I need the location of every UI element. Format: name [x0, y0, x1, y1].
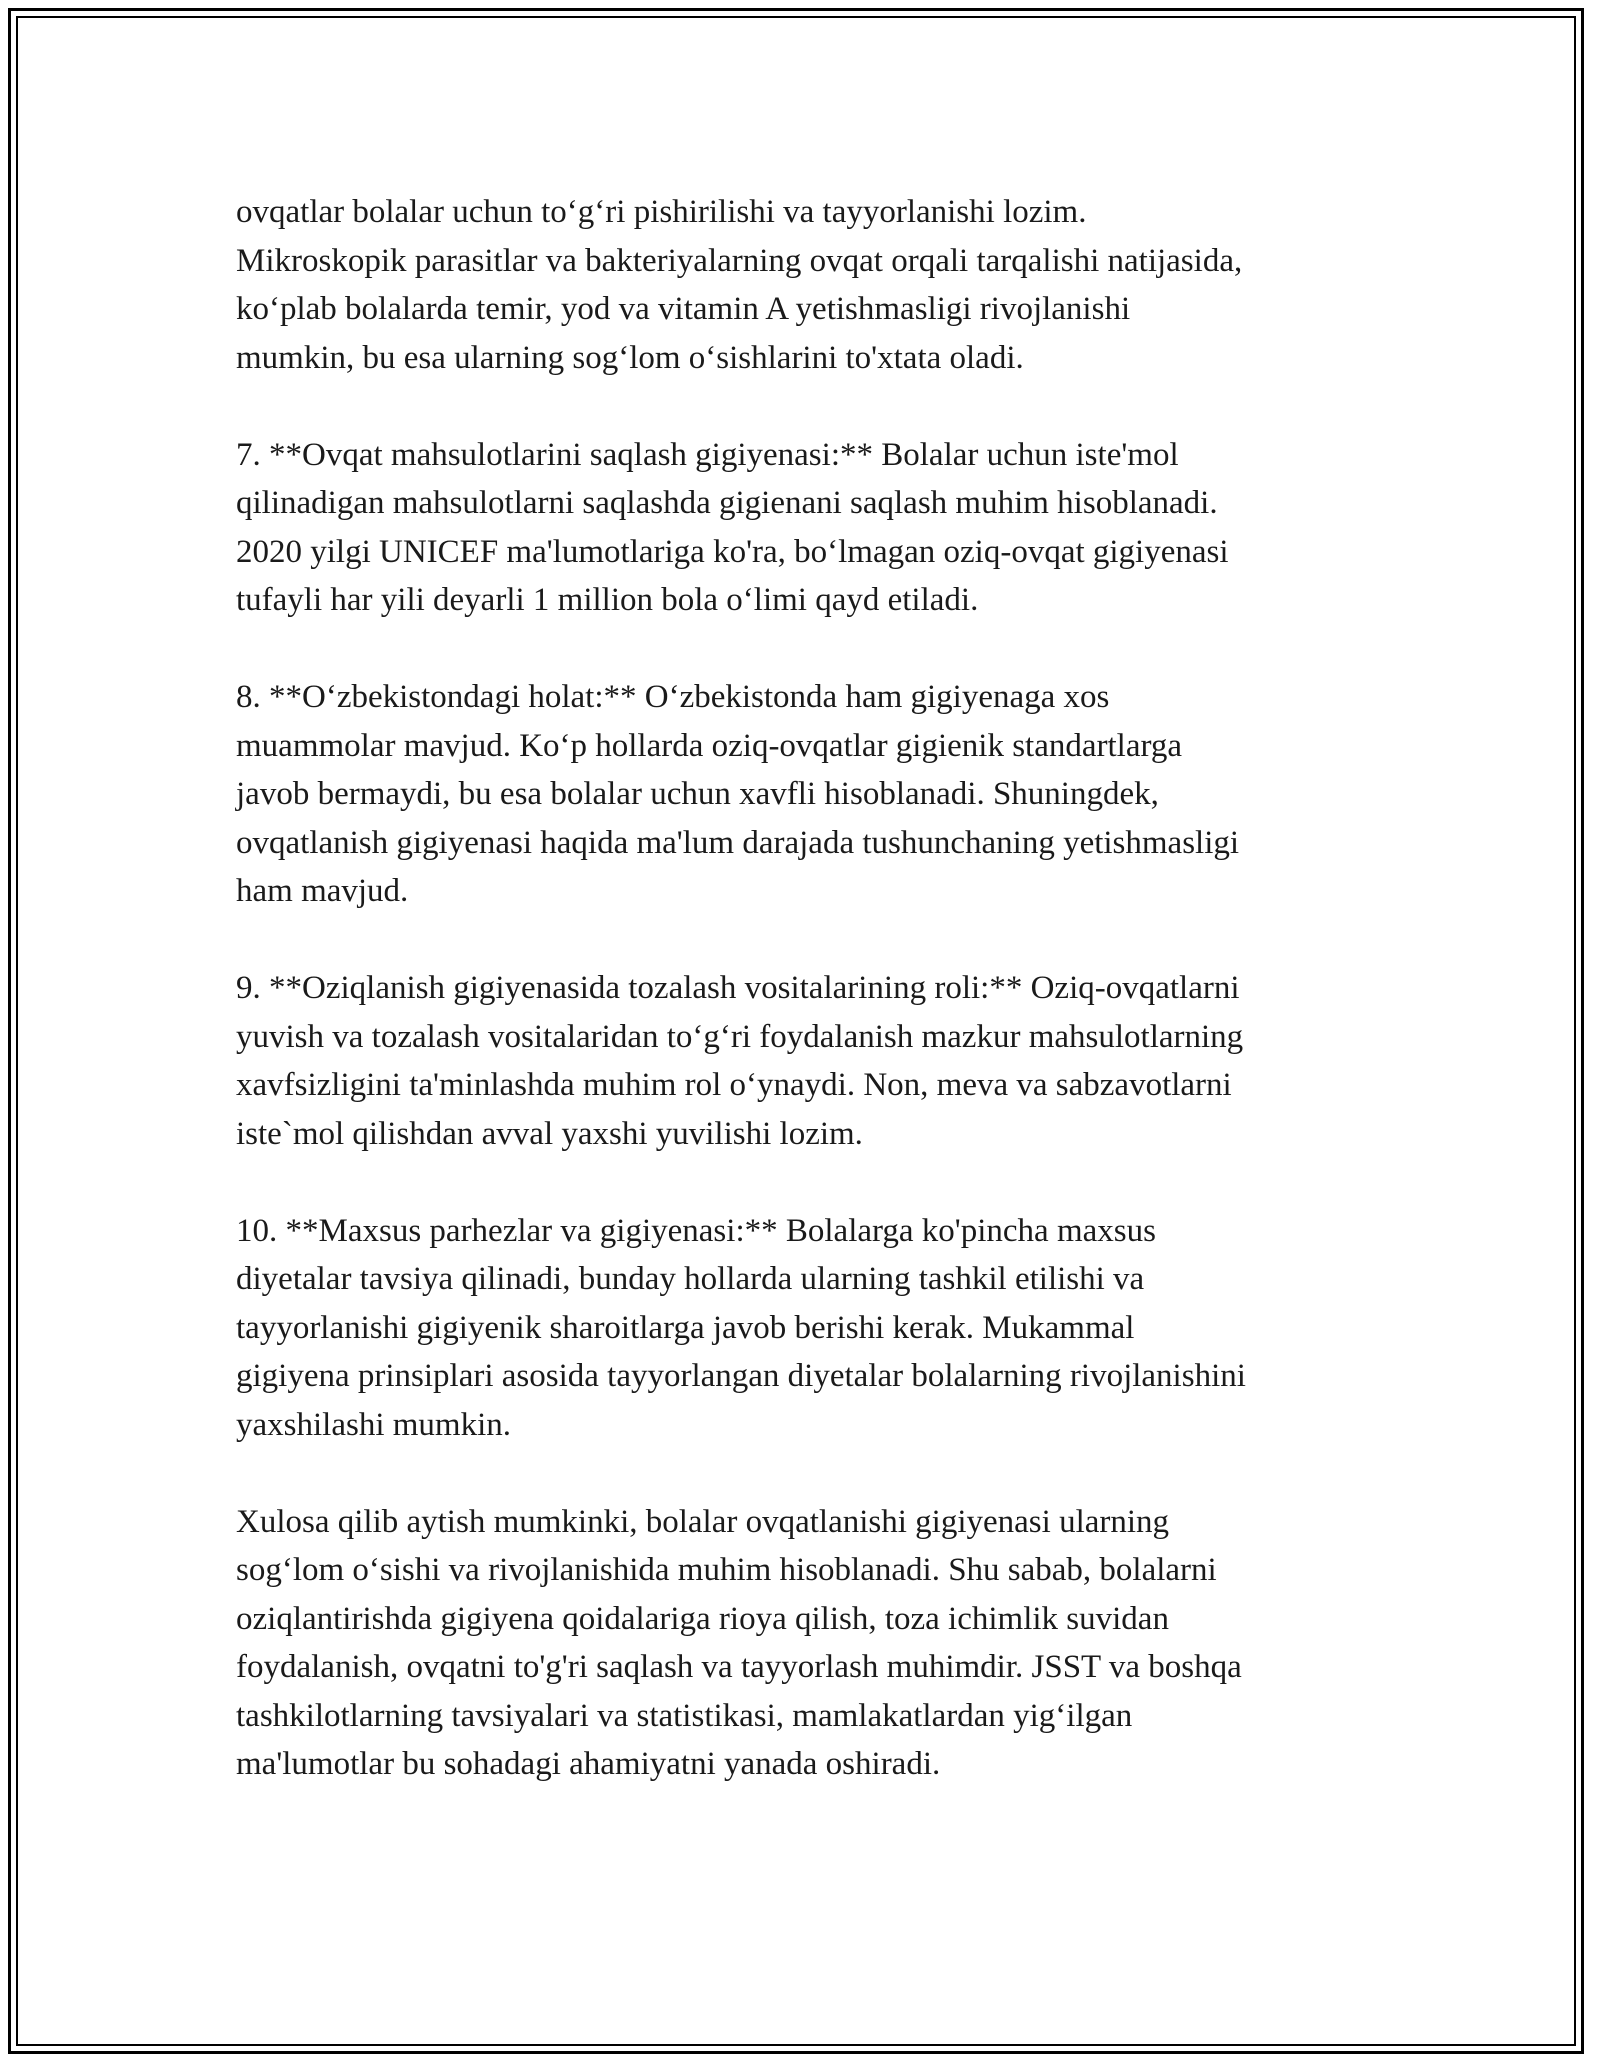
- paragraph-item-7: 7. **Ovqat mahsulotlarini saqlash gigiyenasi:** Bolalar uchun iste'mol qilinadigan mahsulotlarni saqlashda gigienani saqlash muhim hisoblanadi. 2020 yilgi UNICEF ma'lumotlariga ko'ra, bo‘lmagan oziq-ovqat gigiyenasi tufayli har yili deyarli 1 million bola o‘limi qayd etiladi.: [236, 436, 1229, 618]
- document-body: [236, 188, 1376, 1837]
- paragraph-intro-continuation: ovqatlar bolalar uchun to‘g‘ri pishirilishi va tayyorlanishi lozim. Mikroskopik parasitlar va bakteriyalarning ovqat orqali tarqalishi natijasida, ko‘plab bolalarda temir, yod va vitamin A yetishmasligi rivojlanishi mumkin, bu esa ularning sog‘lom o‘sishlarini to'xtata oladi.: [236, 194, 1243, 376]
- paragraph-item-8: 8. **O‘zbekistondagi holat:** O‘zbekistonda ham gigiyenaga xos muammolar mavjud. Ko‘p hollarda oziq-ovqatlar gigienik standartlarga javob bermaydi, bu esa bolalar uchun xavfli hisoblanadi. Shuningdek, ovqatlanish gigiyenasi haqida ma'lum darajada tushunchaning yetishmasligi ham mavjud.: [236, 679, 1240, 909]
- paragraph-item-10: 10. **Maxsus parhezlar va gigiyenasi:** Bolalarga ko'pincha maxsus diyetalar tavsiya qilinadi, bunday hollarda ularning tashkil etilishi va tayyorlanishi gigiyenik sharoitlarga javob berishi kerak. Mukammal gigiyena prinsiplari asosida tayyorlangan diyetalar bolalarning rivojlanishini yaxshilashi mumkin.: [236, 1212, 1246, 1443]
- paragraph-item-9: 9. **Oziqlanish gigiyenasida tozalash vositalarining roli:** Oziq-ovqatlarni yuvish va tozalash vositalaridan to‘g‘ri foydalanish mazkur mahsulotlarning xavfsizligini ta'minlashda muhim rol o‘ynaydi. Non, meva va sabzavotlarni iste`mol qilishdan avval yaxshi yuvilishi lozim.: [236, 970, 1244, 1152]
- paragraph-conclusion: Xulosa qilib aytish mumkinki, bolalar ovqatlanishi gigiyenasi ularning sog‘lom o‘sishi va rivojlanishida muhim hisoblanadi. Shu sabab, bolalarni oziqlantirishda gigiyena qoidalariga rioya qilish, toza ichimlik suvidan foydalanish, ovqatni to'g'ri saqlash va tayyorlash muhimdir. JSST va boshqa tashkilotlarning tavsiyalari va statistikasi, mamlakatlardan yig‘ilgan ma'lumotlar bu sohadagi ahamiyatni yanada oshiradi.: [236, 1503, 1242, 1782]
